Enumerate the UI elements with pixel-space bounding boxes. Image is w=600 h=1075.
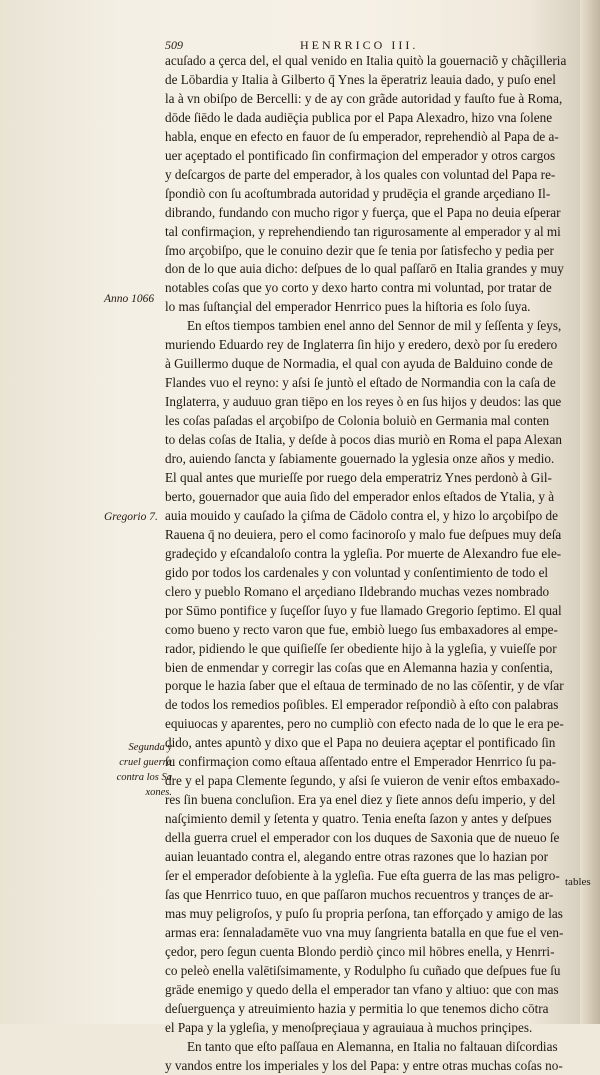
body-text (165, 52, 589, 1075)
text-line: dibrando, fundando con mucho rigor y fuerça, que el Papa no deuia eſperar (165, 204, 561, 220)
text-line: mas muy peligroſos, y puſo ſu propria perſona, tan efforçado y amigo de las (165, 905, 563, 921)
text-line: Rauena q̄ no deuiera, pero el como facinoroſo y malo fue deſpues muy deſa (165, 526, 562, 542)
text-line: En eſtos tiempos tambien enel anno del Sennor de mil y ſeſſenta y ſeys, (187, 318, 562, 334)
text-line: la à vn obiſpo de Bercelli: y de ay con grãde autoridad y fauſto fue à Roma, (165, 90, 563, 106)
margin-note-gregorio: Gregorio 7. (104, 511, 158, 523)
running-head: HENRRICO III. (300, 38, 419, 52)
text-line: les coſas paſadas el arçobiſpo de Colonia boluiò en Germania mal conten (165, 413, 550, 429)
text-line: gido por todos los cardenales y con voluntad y conſentimiento de todo el (165, 564, 549, 580)
text-line: ſpondiò con ſu acoſtumbrada autoridad y prudēçia el grande arçediano Il- (165, 185, 551, 201)
text-line: clero y pueblo Romano el arçediano Ildebrando muchas vezes nombrado (165, 583, 550, 599)
text-line: gradeçido y eſcandaloſo contra la ygleſia. Por muerte de Alexandro fue ele- (165, 545, 562, 561)
text-line: como bueno y recto varon que fue, embiò luego ſus embaxadores al empe- (165, 621, 558, 637)
text-line: y vandos entre los imperiales y los del Papa: y entre otras muchas coſas no- (165, 1057, 563, 1073)
text-line: co peleò enella valētiſsimamente, y Rodulpho ſu cuñado que deſpues fue ſu (165, 962, 561, 978)
catchword: tables (565, 876, 591, 888)
text-line: de todos los remedios poſibles. El emperador reſpondiò à eſto con palabras (165, 697, 559, 713)
text-line: acuſado a çerca del, el qual venido en Italia quitò la gouernaciõ y chãçilleria (165, 53, 567, 68)
text-line: grāde enemigo y quedo della el emperador tan vfano y altiuo: que con mas (165, 981, 559, 997)
text-line: çedor, pero ſegun cuenta Blondo perdiò çinco mil hōbres enella, y Henrri- (165, 943, 555, 959)
text-line: Flandes vuo el reyno: y aſsi ſe juntò el eſtado de Normandia con la caſa de (165, 375, 556, 391)
text-line: ſu confirmaçion como eſtaua aſſentado entre el Emperador Henrrico ſu pa- (165, 754, 557, 770)
margin-note-line: Segunda y (128, 742, 172, 753)
text-line: bien de enmendar y corregir las coſas que en Alemanna hazia y conſentia, (165, 659, 553, 675)
text-line: to delas coſas de Italia, y deſde à pocos dias muriò en Roma el papa Alexan (165, 432, 562, 448)
text-line: notables coſas que yo corto y dexo harto contra mi voluntad, por tratar de (165, 280, 552, 296)
text-line: Inglaterra, y auduuo gran tiēpo en los reyes ò en ſus hijos y deudos: las que (165, 394, 562, 410)
text-line: ſas que Henrrico tuuo, en que paſſaron muchos recuentros y trançes de ar- (165, 886, 554, 902)
text-line: equiuocas y aparentes, pero no cumpliò con efecto nada de lo que le era pe- (165, 716, 564, 732)
text-line: don de lo que auia dicho: deſpues de lo qual paſſarō en Italia grandes y muy (165, 261, 564, 277)
text-line: ſmo arçobiſpo, que le conuino dezir que ſe tenia por ſatisfecho y pedia per (165, 242, 554, 258)
text-line: berto, gouernador que auia ſido del emperador enlos eſtados de Ytalia, y à (165, 488, 555, 504)
text-line: rador, pidiendo le que quiſieſſe ſer obediente hijo à la ygleſia, y vuieſſe por (165, 640, 557, 656)
text-line: muriendo Eduardo rey de Inglaterra ſin hijo y eredero, dexò por ſu eredero (165, 337, 558, 353)
text-line: della guerra cruel el emperador con los duques de Saxonia que de nueuo ſe (165, 830, 560, 846)
text-line: dido, antes apuntò y dixo que el Papa no deuiera açeptar el pontificado ſin (165, 735, 556, 751)
text-line: deſuerguença y atreuimiento hazia y permitia lo que tenemos dicho cōtra (165, 1000, 549, 1016)
text-line: habla, enque en efecto en fauor de ſu emperador, reprehendiò al Papa de a- (165, 128, 559, 144)
margin-note-anno: Anno 1066 (104, 293, 155, 305)
margin-note-segunda (100, 740, 172, 800)
margin-note-line: cruel guerra (119, 757, 172, 768)
text-line: dōde ſiēdo le dada audiēçia publica por el Papa Alexadro, hizo vna ſolene (165, 109, 553, 125)
margin-note-line: contra los Sa (116, 772, 172, 783)
text-line: tal confirmaçion, y reprehendiendo tan rigurosamente al emperador y al mi (165, 223, 561, 239)
text-line: armas era: ſennaladamēte vuo vna muy ſangrienta batalla en que fue el ven- (165, 924, 564, 940)
text-line: El qual antes que murieſſe por ruego dela emperatriz Ynes perdonò à Gil- (165, 469, 552, 485)
text-line: lo mas ſuſtançial del emperador Henrrico pues la hiſtoria es ſolo ſuya. (165, 299, 531, 315)
text-line: ſer el emperador deſobiente à la ygleſia. Fue eſta guerra de las mas peligro- (165, 867, 560, 883)
text-line: naſçimiento demil y ſetenta y quatro. Tenia eneſta ſazon y antes y deſpues (165, 811, 552, 827)
text-line: auia mouido y cauſado la çiſma de Cādolo contra el, y hizo lo arçobiſpo de (165, 507, 558, 523)
folio-number: 509 (165, 38, 183, 52)
text-line: uer açeptado el pontificado ſin confirmaçion del emperador y otros cargos (165, 147, 556, 163)
text-line: dre y el papa Clemente ſegundo, y aſsi ſe vuieron de venir eſtos embaxado- (165, 773, 560, 789)
text-line: de Lōbardia y Italia à Gilberto q̄ Ynes la ēperatriz leauia dado, y puſo enel (165, 71, 556, 87)
text-line: por Sūmo pontifice y ſuçeſſor ſuyo y fue llamado Gregorio ſeptimo. El qual (165, 602, 562, 618)
text-line: porque le hazia ſaber que el eſtaua de terminado de no las cōſentir, y de vſar (165, 678, 564, 694)
text-line: res ſin buena concluſion. Era ya enel diez y ſiete annos deſu imperio, y del (165, 792, 556, 808)
text-line: dro, auiendo ſancta y ſabiamente gouernado la yglesia onze años y medio. (165, 451, 555, 467)
margin-note-line: xones. (145, 787, 172, 798)
text-line: y deſcargos de parte del emperador, à los quales con voluntad del Papa re- (165, 166, 556, 182)
text-line: En tanto que eſto paſſaua en Alemanna, en Italia no faltauan diſcordias (187, 1038, 558, 1054)
text-line: auian leuantado contra el, alegando entre otras razones que lo hazian por (165, 849, 548, 865)
text-line: à Guillermo duque de Normadia, el qual con ayuda de Balduino conde de (165, 356, 553, 372)
text-line: el Papa y la ygleſia, y menoſpreçiaua y agrauiaua à muchos prinçipes. (165, 1019, 533, 1035)
